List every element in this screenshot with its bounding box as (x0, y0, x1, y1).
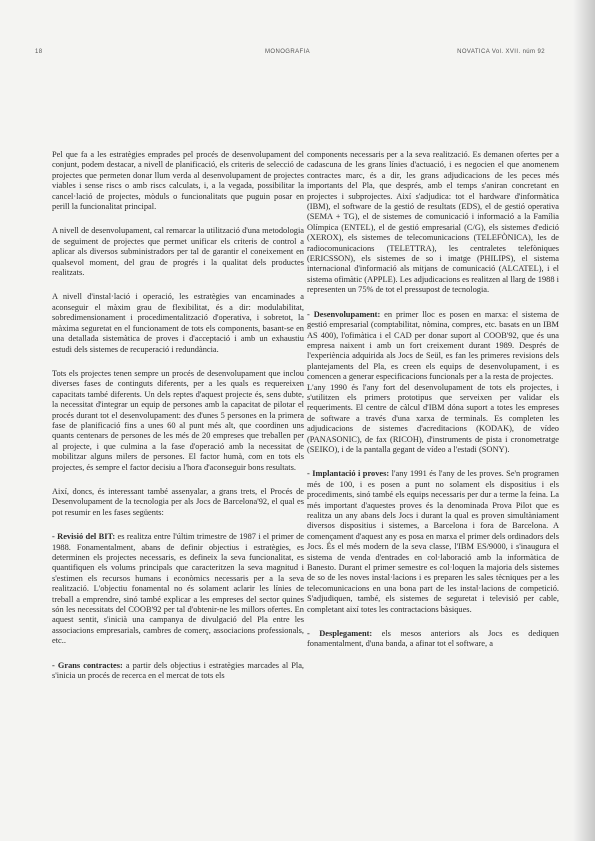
paragraph-lead: - Grans contractes: (52, 660, 123, 670)
paragraph-text: A nivell d'instal·lació i operació, les estratègies van encaminades a aconseguir el màxim grau de flexibilitat, és a dir: modulabilitat, sobredimensionament i procedimentalització d'operativa, i sobretot, la màxima seguretat en el funcionament de tots els components, basant-se en una detallada sistemàtica de proves i d'acceptació i amb un exhaustiu estudi dels sistemes de recuperació i redundància. (52, 292, 304, 354)
right-column (307, 150, 559, 664)
paragraph-lead: - Revisió del BIT: (52, 532, 116, 542)
page-number: 18 (35, 49, 43, 55)
paragraph (307, 469, 559, 615)
paragraph-text: Pel que fa a les estratègies emprades pel procés de desenvolupament del conjunt, podem destacar, a nivell de planificació, els criteris de selecció de projectes que permeten donar llum verda al desenvolupament de projectes viables i sense riscs o amb riscs calculats, i, a la vegada, possibilitar la cancel·lació de projectes, mòduls o funcionalitats que puguin posar en perill la funcionalitat principal. (52, 150, 304, 212)
page-edge-shadow (573, 0, 595, 841)
paragraph-text: l'any 1991 és l'any de les proves. Se'n programen més de 100, i es posen a punt no solament els dispositius i els procediments, sinó també els equips necessaris per dur a terme la feina. La més important d'aquestes proves és la denominada Prova Pilot que es realitza un any abans dels Jocs i durant la qual es proven simultàniament diversos dispositius i sistemes, a Barcelona i fora de Barcelona. A començament d'aquest any es posa en marxa el primer dels ordinadors dels Jocs. És el més modern de la seva classe, l'IBM ES/9000, i s'inaugura el sistema de venda d'entrades en col·laboració amb la informàtica de Banesto. Durant el primer semestre es col·loquen la majoria dels sistemes de so de les noves instal·lacions i es preparen les sales tècniques per a les telecomunicacions en una bona part de les instal·lacions de competició. S'adjudiquen, també, els sistemes de seguretat i televisió per cable, completant així totes les contractacions bàsiques. (307, 469, 559, 614)
left-column (52, 150, 304, 695)
paragraph (52, 369, 304, 473)
paragraph-text: els mesos anteriors als Jocs es dediquen fonamentalment, d'una banda, a afinar tot el software, a (307, 629, 559, 649)
paragraph-text: Així, doncs, és interessant també assenyalar, a grans trets, el Procés de Desenvolupament de la tecnologia per als Jocs de Barcelona'92, el qual es pot resumir en les fases següents: (52, 486, 304, 517)
paragraph-text: A nivell de desenvolupament, cal remarcar la utilització d'una metodologia de seguiment de projectes que permet unificar els criteris de control a aplicar als diversos subministradors per tal de garantir el coneixement en qualsevol moment, del grau de progrés i la qualitat dels productes realitzats. (52, 226, 304, 278)
section-title: MONOGRAFIA (265, 49, 311, 55)
paragraph-text: Tots els projectes tenen sempre un procés de desenvolupament que inclou diverses fases de continguts diferents, per a les quals es requereixen capacitats també diferents. Un dels reptes d'aquest projecte és, sens dubte, la necessitat d'integrar un equip de persones amb la capacitat de pilotar el procés durant tot el desenvolupament: des d'unes 5 persones en la primera fase de planificació fins a unes 60 al punt més alt, que coordinen uns quants centenars de persones de les més de 20 empreses que treballen per al projecte, i que culmina a la fase d'operació amb la necessitat de mobilitzar alguns milers de persones. El factor humà, com en tots els projectes, és sempre el factor decisiu a l'hora d'aconseguir bons resultats. (52, 368, 304, 472)
paragraph (307, 150, 559, 296)
paragraph-lead: - Desenvolupament: (307, 309, 381, 319)
paragraph (52, 661, 304, 682)
paragraph-lead: - Implantació i proves: (307, 469, 390, 479)
paragraph (307, 629, 559, 650)
paragraph (52, 150, 304, 212)
paragraph (52, 487, 304, 518)
journal-reference: NOVATICA Vol. XVII. núm 92 (457, 49, 545, 55)
paragraph-text: en primer lloc es posen en marxa: el sistema de gestió empresarial (comptabilitat, nòmina, compres, etc. basats en un IBM AS 400), l'ofimàtica i el CAD per donar suport al COOB'92, que és una empresa naixent i amb un fort creixement durant 1989. Després de l'experiència adquirida als Jocs de Seül, es fan les primeres revisions dels plantejaments del Pla, es creen els equips de desenvolupament, i es comencen a generar especificacions funcionals per a la resta de projectes. L'any 1990 és l'any fort del desenvolupament de tots els projectes, i s'utilitzen els primers prototipus que serveixen per validar els requeriments. El centre de càlcul d'IBM dóna suport a totes les empreses de software a través d'una xarxa de terminals. Es completen les adjudicacions de sistemes d'acreditacions (KODAK), de vídeo (PANASONIC), de fax (RICOH), d'instruments de pista i cronometratge (SEIKO), i de la pantalla gegant de vídeo a l'estadi (SONY). (307, 309, 559, 454)
paragraph (52, 226, 304, 278)
page-header (35, 49, 545, 61)
paragraph-lead: - Desplegament: (307, 629, 373, 639)
paragraph-text: es realitza entre l'últim trimestre de 1987 i el primer de 1988. Fonamentalment, abans de definir objectius i estratègies, es determinen els projectes necessaris, es defineix la seva funcionalitat, es quantifiquen els volums principals que caracteritzen la seva magnitud i s'estimen els recursos humans i econòmics necessaris per a la seva realització. L'objectiu fonamental no és solament aclarir les línies de treball a emprendre, sinó també explicar a les empreses del sector quines són les necessitats del COOB'92 per tal d'obtenir-ne les millors ofertes. En aquest sentit, s'inicià una campanya de divulgació del Pla entre les associacions empresarials, cambres de comerç, associacions professionals, etc.. (52, 532, 304, 646)
paragraph (52, 292, 304, 354)
paragraph-text: components necessaris per a la seva realització. Es demanen ofertes per a cadascuna de les grans línies d'actuació, i es negocien el que anomenem contractes marc, és a dir, les grans adjudicacions de les peces més importants del Pla, que després, amb el temps s'aniran concretant en projectes i subprojectes. Així s'adjudica: tot el hardware d'informàtica (IBM), el software de la gestió de resultats (EDS), el de gestió operativa (SEMA + TG), el de sistemes de comunicació i informació a la Família Olímpica (ENTEL), el de gestió empresarial (C/G), els sistemes d'edició (XEROX), els sistemes de telecomunicacions (TELEFÒNICA), les de radiocomunicacions (TELETTRA), les centraletes telefòniques (ERICSSON), els sistemes de so i imatge (PHILIPS), el sistema internacional d'informació als mitjans de comunicació (ALCATEL), i el sistema ofimàtic (APPLE). Les adjudicacions es realitzen al llarg de 1988 i representen un 75% de tot el pressupost de tecnologia. (307, 150, 559, 295)
paragraph-text: a partir dels objectius i estratègies marcades al Pla, s'inicia un procés de recerca en el mercat de tots els (52, 660, 305, 681)
paragraph (52, 532, 304, 646)
paragraph (307, 310, 559, 456)
